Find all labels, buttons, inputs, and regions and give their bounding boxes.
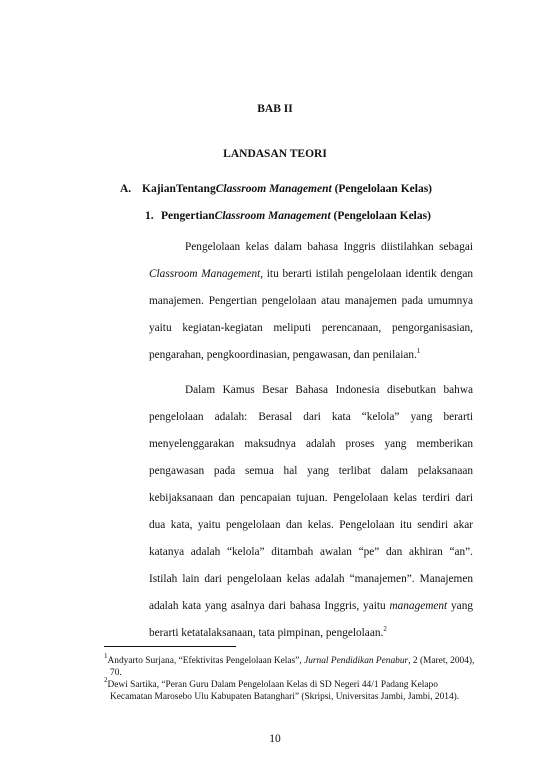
footnote-1: [104, 651, 476, 679]
section-1-italic: Classroom Management: [214, 210, 331, 222]
section-1-number: 1.: [145, 210, 154, 222]
section-1-tail: (Pengelolaan Kelas): [330, 210, 431, 222]
paragraph-2-italic: management: [389, 600, 448, 613]
page-number: 10: [269, 733, 281, 745]
footnote-separator: [104, 646, 236, 647]
paragraph-2-text-b: yang berarti ketatalaksanaan, tata pimpinan, pengelolaan.: [149, 600, 473, 640]
paragraph-1-text-a: Pengelolaan kelas dalam bahasa Inggris diistilahkan sebagai: [185, 241, 473, 254]
footnote-1-lead: Andyarto Surjana, “Efektivitas Pengelolaan Kelas”,: [107, 656, 305, 666]
paragraph-2: [149, 377, 473, 647]
section-a-heading: [120, 183, 432, 195]
paragraph-2-text-a: Dalam Kamus Besar Bahasa Indonesia disebutkan bahwa pengelolaan adalah: Berasal dari kata “kelola” yang berarti menyelenggarakan maksudnya adalah proses yang memberikan pengawasan pada semua hal yang terlibat dalam pelaksanaan kebijaksanaan dan pencapaian tujuan. Pengelolaan kelas terdiri dari dua kata, yaitu pengelolaan dan kelas. Pengelolaan itu sendiri akar katanya adalah “kelola” ditambah awalan “pe” dan akhiran “an”. Istilah lain dari pengelolaan kelas adalah “manajemen”. Manajemen adalah kata yang asalnya dari bahasa Inggris, yaitu: [149, 384, 473, 613]
footnote-2: [104, 675, 476, 703]
paragraph-1-italic: Classroom Management: [149, 268, 261, 281]
footnote-1-mark: 1: [104, 651, 108, 660]
section-a-lead: KajianTentang: [142, 183, 216, 195]
footnote-2-lead: Dewi Sartika, “Peran Guru Dalam Pengelolaan Kelas di SD Negeri 44/1 Padang Kelapo: [107, 680, 438, 690]
section-1-heading: [145, 210, 431, 222]
footnote-ref-2[interactable]: 2: [383, 624, 387, 633]
footnote-2-continuation: Kecamatan Marosebo Ulu Kabupaten Batanghari” (Skripsi, Universitas Jambi, Jambi, 2014).: [110, 692, 460, 702]
chapter-number: BAB II: [257, 103, 293, 115]
footnote-1-continuation: 70.: [110, 668, 122, 678]
section-a-tail: (Pengelolaan Kelas): [331, 183, 432, 195]
footnote-ref-1[interactable]: 1: [416, 346, 421, 355]
section-a-italic: Classroom Management: [215, 183, 332, 195]
chapter-title: LANDASAN TEORI: [223, 148, 327, 160]
footnote-1-journal: Jurnal Pendidikan Penabur: [304, 656, 409, 666]
footnote-1-tail: , 2 (Maret, 2004),: [408, 656, 475, 666]
footnote-2-mark: 2: [104, 675, 108, 684]
section-1-lead: Pengertian: [161, 210, 215, 222]
section-a-number: A.: [120, 183, 132, 195]
paragraph-1: [149, 234, 473, 369]
paragraph-1-text-b: , itu berarti istilah pengelolaan identik dengan manajemen. Pengertian pengelolaan atau manajemen pada umumnya yaitu kegiatan-kegiatan meliputi perencanaan, pengorganisasian, pengarahan, pengkoordinasian, pengawasan, dan penilaian.: [149, 268, 473, 362]
